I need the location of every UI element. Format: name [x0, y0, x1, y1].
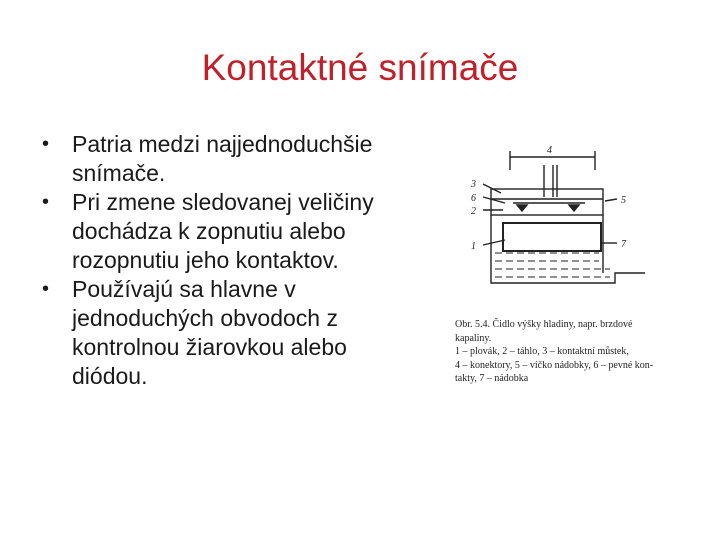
- label-2: 2: [471, 206, 476, 217]
- caption-line: 4 – konektory, 5 – víčko nádobky, 6 – pevné kon-: [455, 359, 654, 371]
- bullet-item: [40, 188, 420, 275]
- bullet-item: [40, 275, 420, 391]
- label-5: 5: [621, 195, 626, 206]
- label-3: 3: [471, 179, 476, 190]
- slide-title: Kontaktné snímače: [201, 47, 519, 88]
- container-lid: [491, 189, 603, 215]
- bullet-icon: •: [42, 191, 50, 213]
- diagram-drawing: [445, 135, 695, 315]
- bullet-icon: •: [42, 133, 50, 155]
- figure-caption: [455, 318, 695, 386]
- caption-line: takty, 7 – nádobka: [455, 373, 529, 384]
- label-4: 4: [547, 145, 552, 156]
- caption-line: Obr. 5.4. Čidlo výšky hladiny, napr. brzdové: [455, 319, 633, 330]
- bullet-text: Pri zmene sledovanej veličiny dochádza k zopnutiu alebo rozopnutiu jeho kontaktov.: [72, 189, 374, 273]
- caption-line: kapaliny.: [455, 332, 492, 344]
- label-6: 6: [471, 193, 476, 204]
- caption-line: 1 – plovák, 2 – táhlo, 3 – kontaktní můstek,: [455, 346, 629, 357]
- float: [503, 223, 601, 251]
- bullet-icon: •: [42, 278, 50, 300]
- bullet-text: Patria medzi najjednoduchšie snímače.: [72, 131, 373, 186]
- label-1: 1: [471, 241, 476, 252]
- bullet-text: Používajú sa hlavne v jednoduchých obvodoch z kontrolnou žiarovkou alebo diódou.: [72, 276, 347, 389]
- bullet-item: [40, 130, 420, 188]
- bullet-list: [40, 130, 420, 391]
- label-7: 7: [621, 239, 626, 250]
